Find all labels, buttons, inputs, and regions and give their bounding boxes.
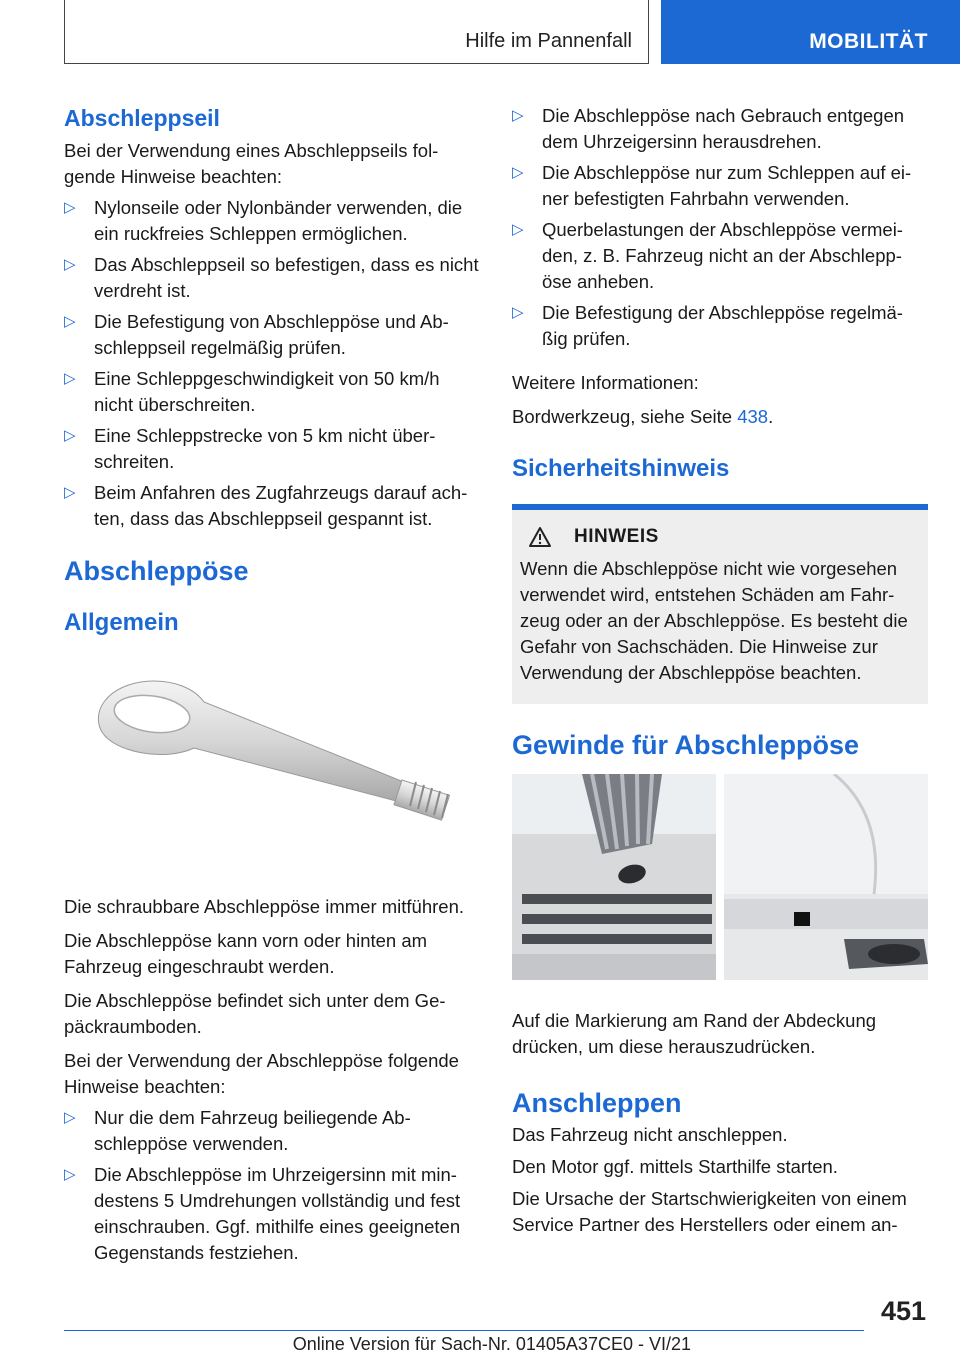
front-bumper-photo: [512, 774, 716, 980]
header-box: [64, 0, 649, 64]
tow-start-text-2: Den Motor ggf. mittels Starthilfe starten.: [512, 1156, 838, 1177]
tow-eye-image: [64, 662, 480, 878]
tow-eye-text-1: Die schraubbare Abschleppöse immer mitführen.: [64, 896, 464, 917]
notice-text: Wenn die Abschleppöse nicht wie vorgesehen verwendet wird, entstehen Schäden am Fahr-zeug oder an der Abschleppöse. Es besteht die Gefahr von Sachschäden. Die Hinweise zur Verwendung der Abschleppöse beachten.: [520, 558, 908, 683]
rope-heading: Abschleppseil: [64, 105, 220, 131]
thread-heading: Gewinde für Abschleppöse: [512, 730, 860, 760]
rope-list: [64, 195, 480, 532]
thread-text: Auf die Markierung am Rand der Abdeckung drücken, um diese herauszudrücken.: [512, 1010, 877, 1057]
list-item: ▷ Nylonseile oder Nylonbänder verwenden, die ein ruckfreies Schleppen ermöglichen.: [64, 195, 480, 247]
section-title: Hilfe im Pannenfall: [465, 30, 632, 52]
notice-title: HINWEIS: [574, 526, 659, 547]
notice-box: [512, 504, 928, 704]
tow-start-heading: Anschleppen: [512, 1088, 682, 1118]
warning-icon: [528, 526, 552, 548]
tow-start-text-3: Die Ursache der Startschwierigkeiten von einem Service Partner des Herstellers oder einem an-: [512, 1188, 907, 1235]
tow-start-text-1: Das Fahrzeug nicht anschleppen.: [512, 1124, 788, 1145]
page-reference-link[interactable]: 438: [737, 406, 769, 427]
tool-reference: Bordwerkzeug, siehe Seite 438.: [512, 406, 774, 427]
general-heading: Allgemein: [64, 609, 179, 636]
list-item: ▷ Nur die dem Fahrzeug beiliegende Ab-schleppöse verwenden.: [64, 1105, 480, 1157]
list-item: ▷ Das Abschleppseil so befestigen, dass es nicht verdreht ist.: [64, 252, 480, 304]
tow-eye-text-2: Die Abschleppöse kann vorn oder hinten am Fahrzeug eingeschraubt werden.: [64, 930, 428, 977]
rear-bumper-photo: [724, 774, 928, 980]
left-column: [64, 100, 480, 1266]
list-item: ▷ Beim Anfahren des Zugfahrzeugs darauf ach-ten, dass das Abschleppseil gespannt ist.: [64, 480, 480, 532]
more-info-label: Weitere Informationen:: [512, 372, 699, 393]
footer-divider: [64, 1330, 864, 1331]
list-item: ▷ Querbelastungen der Abschleppöse vermei-den, z. B. Fahrzeug nicht an der Abschlepp-öse anheben.: [512, 217, 928, 295]
safety-heading: Sicherheitshinweis: [512, 455, 730, 482]
chapter-tab: [661, 0, 960, 64]
rope-intro: Bei der Verwendung eines Abschleppseils fol-gende Hinweise beachten:: [64, 140, 439, 187]
chapter-tab-label: MOBILITÄT: [809, 30, 928, 53]
tow-eye-list-continued: [512, 103, 928, 352]
tow-eye-text-3: Die Abschleppöse befindet sich unter dem Ge-päckraumboden.: [64, 990, 446, 1037]
thread-photos: [512, 774, 928, 980]
tow-eye-heading: Abschleppöse: [64, 556, 249, 586]
right-column: [512, 100, 928, 1238]
footer-version: Online Version für Sach-Nr. 01405A37CE0 - VI/21: [292, 1334, 691, 1354]
page-number: 451: [880, 1296, 926, 1326]
list-item: ▷ Eine Schleppstrecke von 5 km nicht über-schreiten.: [64, 423, 480, 475]
list-item: ▷ Die Befestigung der Abschleppöse regelmä-ßig prüfen.: [512, 300, 928, 352]
list-item: ▷ Die Abschleppöse nur zum Schleppen auf ei-ner befestigten Fahrbahn verwenden.: [512, 160, 928, 212]
tow-eye-list: [64, 1105, 480, 1266]
list-item: ▷ Die Abschleppöse nach Gebrauch entgegen dem Uhrzeigersinn herausdrehen.: [512, 103, 928, 155]
list-item: ▷ Die Befestigung von Abschleppöse und Ab-schleppseil regelmäßig prüfen.: [64, 309, 480, 361]
list-item: ▷ Die Abschleppöse im Uhrzeigersinn mit min-destens 5 Umdrehungen vollständig und fest einschrauben. Ggf. mithilfe eines geeigneten Gegenstands festziehen.: [64, 1162, 480, 1266]
list-item: ▷ Eine Schleppgeschwindigkeit von 50 km/h nicht überschreiten.: [64, 366, 480, 418]
tow-eye-text-4: Bei der Verwendung der Abschleppöse folgende Hinweise beachten:: [64, 1050, 459, 1097]
